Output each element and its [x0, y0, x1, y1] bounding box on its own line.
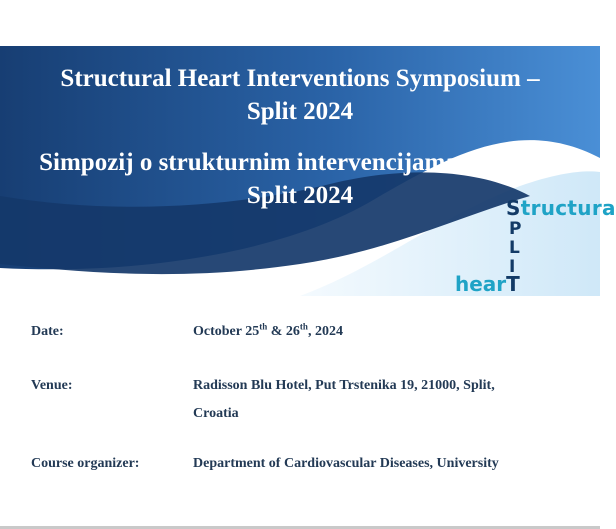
- date-value: [193, 318, 553, 346]
- date-sup2: th: [299, 321, 308, 332]
- logo-letter-p: P: [509, 219, 522, 239]
- logo-letter-i: I: [509, 257, 516, 277]
- logo-word-heart: [455, 272, 520, 296]
- logo-hear-text: hear: [455, 272, 507, 296]
- logo-letter-l: L: [509, 238, 520, 258]
- organizer-label: Course organizer:: [31, 456, 140, 471]
- title-english-line2: Split 2024: [246, 98, 354, 125]
- date-part3: , 2024: [307, 324, 343, 339]
- title-english: [0, 62, 600, 128]
- venue-line2: Croatia: [193, 406, 239, 421]
- logo-s-letter: S: [506, 196, 521, 220]
- logo-word-structural: [506, 196, 616, 220]
- title-croatian-line1: Simpozij o strukturnim intervencijama na srcu –: [39, 149, 561, 176]
- title-croatian-line2: Split 2024: [246, 182, 354, 209]
- venue-value: [193, 372, 553, 428]
- logo-t-letter: T: [506, 272, 520, 296]
- date-label: Date:: [31, 324, 64, 339]
- venue-label: Venue:: [31, 378, 73, 393]
- date-part1: October 25: [193, 324, 260, 339]
- date-part2: & 26: [267, 324, 300, 339]
- logo-tructura-text: tructura: [520, 196, 616, 220]
- title-english-line1: Structural Heart Interventions Symposium –: [60, 65, 540, 92]
- organizer-value: Department of Cardiovascular Diseases, University: [193, 456, 499, 471]
- venue-line1: Radisson Blu Hotel, Put Trstenika 19, 21000, Split,: [193, 378, 495, 393]
- date-sup1: th: [259, 321, 268, 332]
